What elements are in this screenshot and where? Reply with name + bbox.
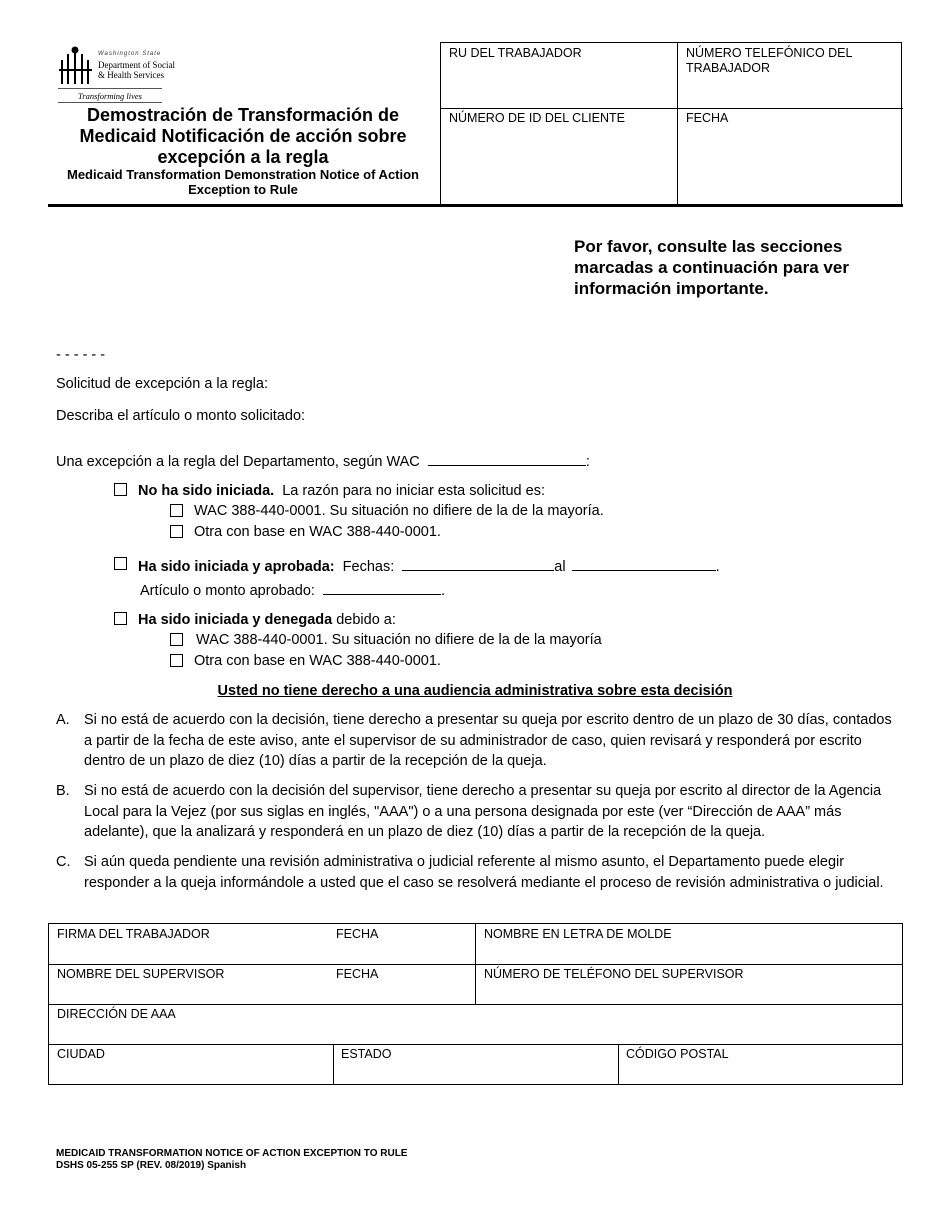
no-hearing-notice: Usted no tiene derecho a una audiencia administrativa sobre esta decisión — [217, 683, 733, 699]
client-id-field[interactable]: NÚMERO DE ID DEL CLIENTE — [449, 111, 625, 125]
paragraph-a-letter: A. — [56, 712, 70, 728]
paragraph-b — [56, 781, 896, 843]
supervisor-date-field[interactable]: FECHA — [336, 967, 379, 981]
logo-tagline: Transforming lives — [58, 88, 162, 103]
denied-sub2-label: Otra con base en WAC 388-440-0001. — [194, 653, 441, 669]
signature-table — [48, 923, 903, 1085]
title-english: Medicaid Transformation Demonstration Notice of Action Exception to Rule — [67, 167, 419, 197]
denied-line — [138, 611, 396, 629]
state-field[interactable]: ESTADO — [341, 1047, 392, 1061]
header-divider — [48, 204, 903, 207]
approved-item-label: Artículo o monto aprobado: — [140, 583, 315, 599]
supervisor-name-field[interactable]: NOMBRE DEL SUPERVISOR — [57, 967, 225, 981]
footer-line1: MEDICAID TRANSFORMATION NOTICE OF ACTION EXCEPTION TO RULE — [56, 1148, 408, 1159]
not-initiated-text: La razón para no iniciar esta solicitud es: — [282, 483, 545, 499]
city-field[interactable]: CIUDAD — [57, 1047, 105, 1061]
worker-ru-field[interactable]: RU DEL TRABAJADOR — [449, 46, 582, 60]
zip-code-field[interactable]: CÓDIGO POSTAL — [626, 1047, 729, 1061]
not-initiated-sub2-checkbox[interactable] — [170, 525, 183, 538]
paragraph-b-letter: B. — [56, 783, 70, 799]
worker-date-field[interactable]: FECHA — [336, 927, 379, 941]
worker-phone-field[interactable]: NÚMERO TELEFÓNICO DEL TRABAJADOR — [686, 46, 852, 75]
dashes-field: - - - - - - — [56, 347, 106, 363]
not-initiated-sub1-checkbox[interactable] — [170, 504, 183, 517]
denied-sub2-checkbox[interactable] — [170, 654, 183, 667]
important-notice: Por favor, consulte las secciones marcadas a continuación para ver información importante. — [574, 237, 849, 298]
title-spanish: Demostración de Transformación de Medicaid Notificación de acción sobre excepción a la regla — [79, 105, 407, 167]
denied-sub1-label: WAC 388-440-0001. Su situación no difiere de la de la mayoría — [196, 632, 602, 648]
paragraph-c — [56, 852, 896, 893]
dshs-logo-icon — [58, 46, 94, 86]
denied-checkbox[interactable] — [114, 612, 127, 625]
approved-line — [138, 556, 720, 576]
denied-sub1-checkbox[interactable] — [170, 633, 183, 646]
approved-item-blank[interactable] — [323, 580, 441, 595]
paragraph-c-letter: C. — [56, 854, 71, 870]
print-name-field[interactable]: NOMBRE EN LETRA DE MOLDE — [484, 927, 672, 941]
paragraph-a — [56, 710, 896, 772]
logo-org-line2: & Health Services — [98, 70, 164, 80]
wac-number-blank[interactable] — [428, 451, 586, 466]
approved-label: Ha sido iniciada y aprobada: — [138, 559, 335, 575]
wac-intro-text: Una excepción a la regla del Departamento, según WAC — [56, 454, 420, 470]
form-footer — [56, 1148, 407, 1172]
not-initiated-checkbox[interactable] — [114, 483, 127, 496]
aaa-address-field[interactable]: DIRECCIÓN DE AAA — [57, 1007, 176, 1021]
paragraph-b-text: Si no está de acuerdo con la decisión del supervisor, tiene derecho a presentar su queja por escrito al director de la Agencia Local para la Vejez (por sus siglas en inglés, "AAA") o a una persona designada por este (ver “Dirección de AAA” más adelante), que la analizará y responderá en un plazo de diez (10) días a partir de la recepción de la queja. — [84, 783, 882, 840]
approved-item-line — [140, 580, 445, 600]
approved-checkbox[interactable] — [114, 557, 127, 570]
approved-end-date-blank[interactable] — [572, 556, 716, 571]
footer-line2: DSHS 05-255 SP (REV. 08/2019) Spanish — [56, 1160, 247, 1171]
not-initiated-sub1-label: WAC 388-440-0001. Su situación no difiere de la de la mayoría. — [194, 503, 604, 519]
paragraph-c-text: Si aún queda pendiente una revisión administrativa o judicial referente al mismo asunto, el Departamento puede elegir responder a la queja informándole a usted que el caso se resolverá mediante el proceso de revisión administrativa o judicial. — [84, 854, 884, 891]
paragraph-a-text: Si no está de acuerdo con la decisión, tiene derecho a presentar su queja por escrito dentro de un plazo de 30 días, contados a partir de la fecha de este aviso, ante el supervisor de su administrador de caso, quien revisará y responderá por escrito dentro de un plazo de diez (10) días a partir de la recepción de la queja. — [84, 712, 892, 769]
approved-start-date-blank[interactable] — [402, 556, 554, 571]
approved-to-label: al — [554, 559, 566, 575]
supervisor-phone-field[interactable]: NÚMERO DE TELÉFONO DEL SUPERVISOR — [484, 967, 744, 981]
wac-intro-line — [56, 451, 590, 471]
approved-dates-label: Fechas: — [342, 559, 395, 575]
wac-colon: : — [585, 454, 590, 470]
denied-text: debido a: — [336, 612, 396, 628]
logo-org-line1: Department of Social — [98, 60, 175, 70]
header-fields-box — [440, 42, 902, 204]
logo-org — [98, 60, 175, 80]
denied-label: Ha sido iniciada y denegada — [138, 612, 333, 628]
date-field[interactable]: FECHA — [686, 111, 729, 125]
not-initiated-label: No ha sido iniciada. — [138, 483, 275, 499]
not-initiated-sub2-label: Otra con base en WAC 388-440-0001. — [194, 524, 441, 540]
not-initiated-line — [138, 482, 545, 500]
logo-state: Washington State — [98, 51, 162, 57]
worker-signature-field[interactable]: FIRMA DEL TRABAJADOR — [57, 927, 210, 941]
approved-item-period: . — [440, 583, 445, 599]
describe-label: Describa el artículo o monto solicitado: — [56, 408, 306, 424]
approved-period: . — [715, 559, 720, 575]
request-label: Solicitud de excepción a la regla: — [56, 376, 268, 392]
